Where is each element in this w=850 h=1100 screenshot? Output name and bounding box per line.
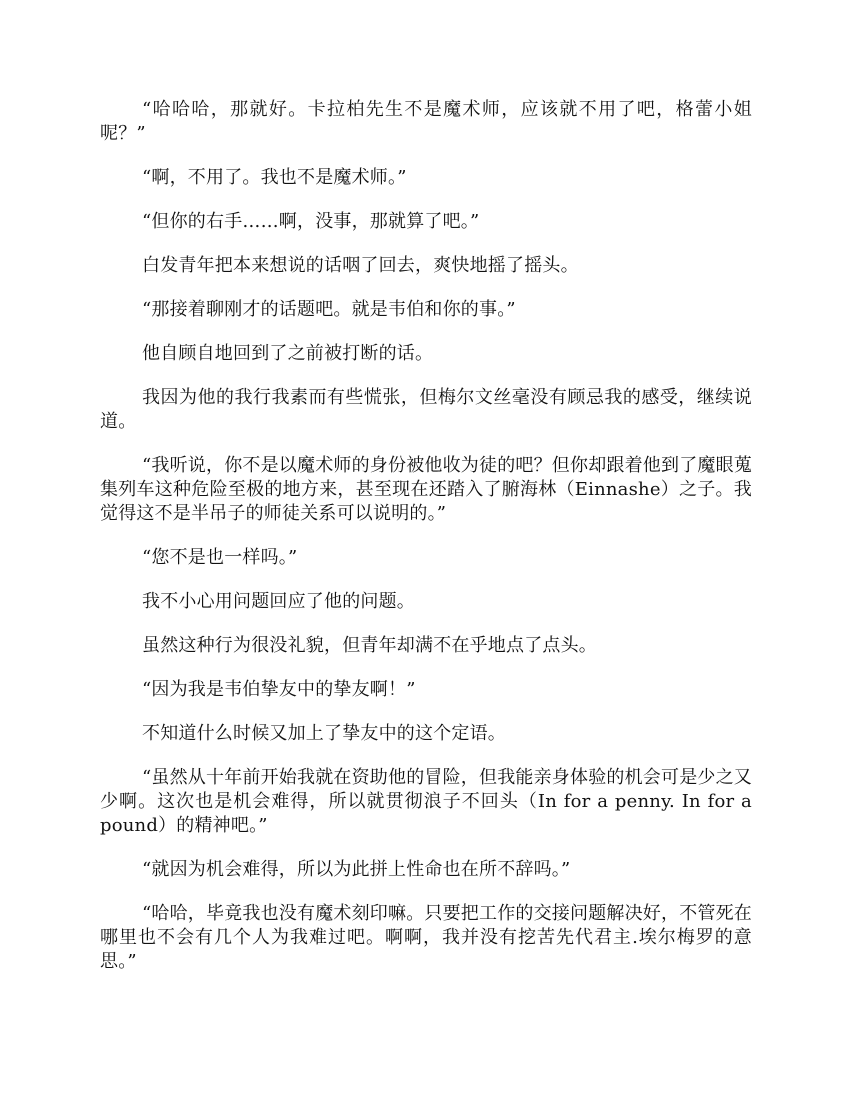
- document-body: [100, 98, 752, 994]
- paragraph: 我因为他的我行我素而有些慌张，但梅尔文丝毫没有顾忌我的感受，继续说道。: [100, 387, 752, 432]
- paragraph: “我听说，你不是以魔术师的身份被他收为徒的吧？但你却跟着他到了魔眼蒐集列车这种危险至极的地方来，甚至现在还踏入了腑海林（Einnashe）之子。我觉得这不是半吊子的师徒关系可以说明的。”: [100, 455, 752, 524]
- paragraph: 虽然这种行为很没礼貌，但青年却满不在乎地点了点头。: [142, 635, 597, 656]
- paragraph: “但你的右手……啊，没事，那就算了吧。”: [142, 211, 480, 232]
- paragraph: 我不小心用问题回应了他的问题。: [142, 591, 415, 612]
- paragraph: “因为我是韦伯挚友中的挚友啊！”: [142, 679, 416, 700]
- paragraph: “您不是也一样吗。”: [142, 547, 298, 568]
- paragraph: “那接着聊刚才的话题吧。就是韦伯和你的事。”: [142, 299, 516, 320]
- paragraph: 白发青年把本来想说的话咽了回去，爽快地摇了摇头。: [142, 255, 579, 276]
- paragraph: 他自顾自地回到了之前被打断的话。: [142, 343, 434, 364]
- paragraph: “哈哈，毕竟我也没有魔术刻印嘛。只要把工作的交接问题解决好，不管死在哪里也不会有几个人为我难过吧。啊啊，我并没有挖苦先代君主.埃尔梅罗的意思。”: [100, 903, 752, 972]
- paragraph: “啊，不用了。我也不是魔术师。”: [142, 167, 407, 188]
- paragraph: 不知道什么时候又加上了挚友中的这个定语。: [142, 723, 506, 744]
- paragraph: “虽然从十年前开始我就在资助他的冒险，但我能亲身体验的机会可是少之又少啊。这次也是机会难得，所以就贯彻浪子不回头（In for a penny. In for a pound）的精神吧。”: [100, 767, 752, 836]
- paragraph: “哈哈哈，那就好。卡拉柏先生不是魔术师，应该就不用了吧，格蕾小姐呢？”: [100, 99, 752, 144]
- paragraph: “就因为机会难得，所以为此拼上性命也在所不辞吗。”: [142, 859, 571, 880]
